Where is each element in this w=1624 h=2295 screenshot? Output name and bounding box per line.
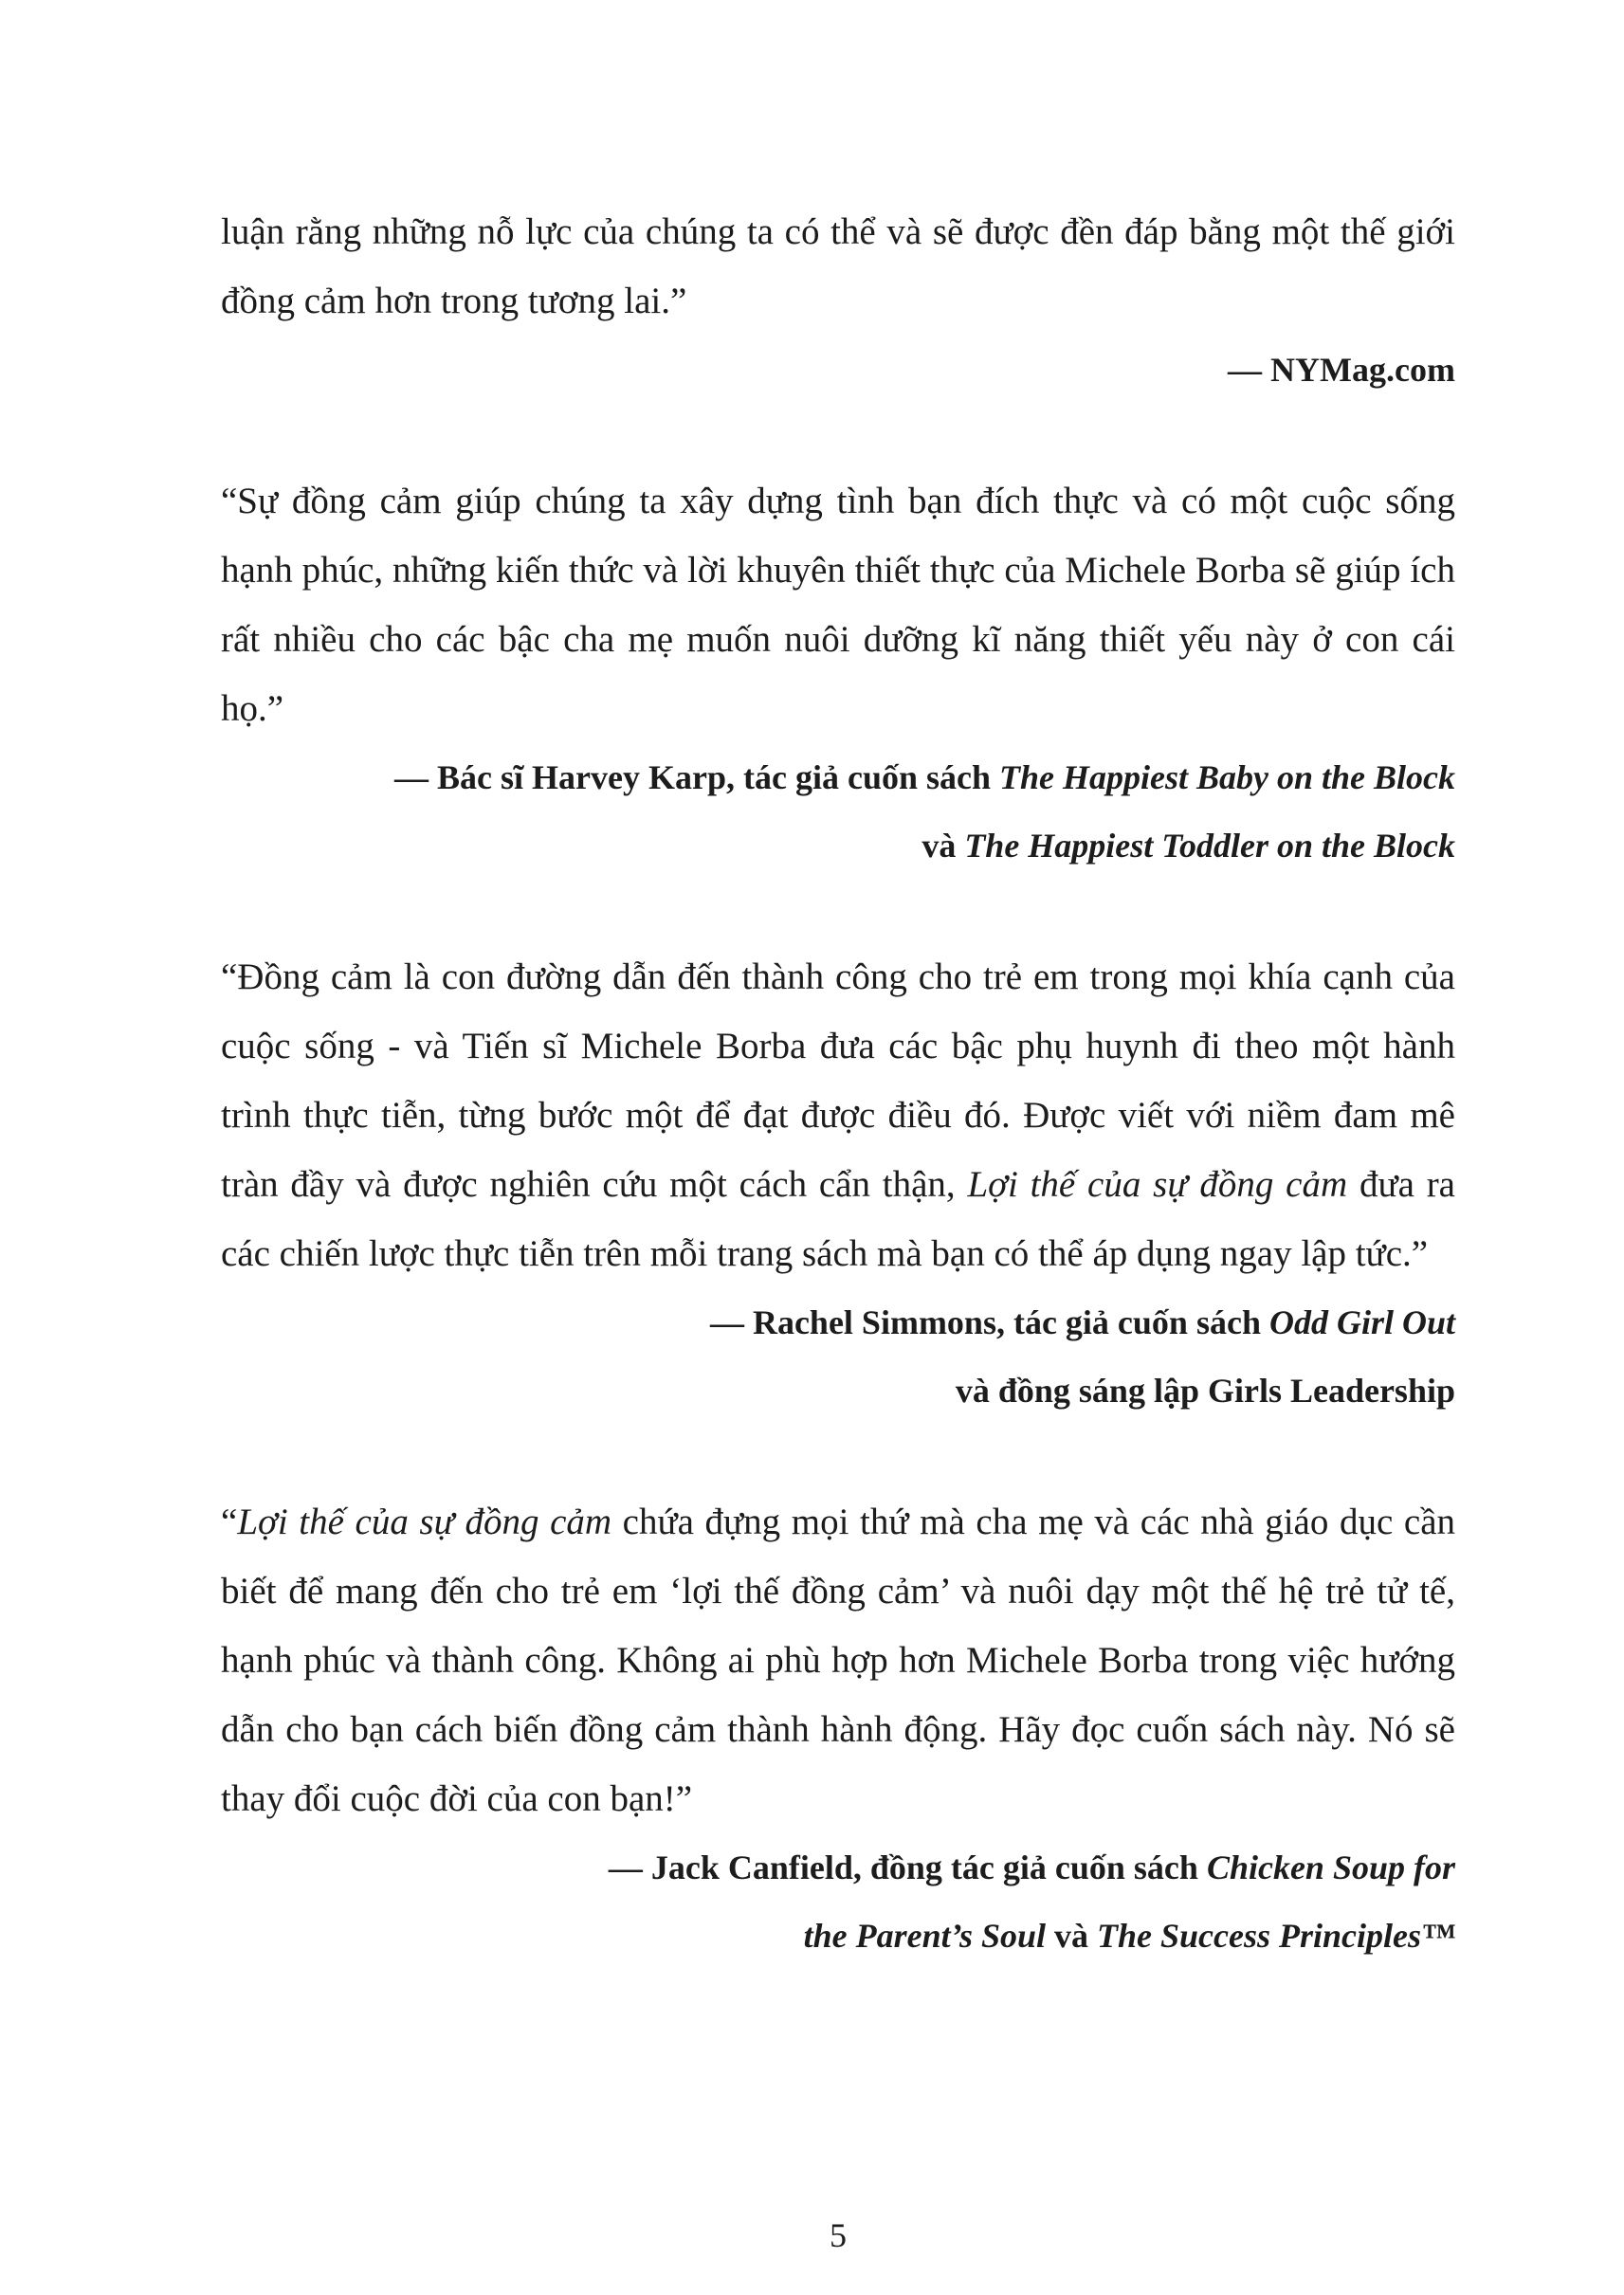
book-title-italic: The Success Principles™ <box>1097 1917 1455 1955</box>
book-title-italic: Odd Girl Out <box>1268 1303 1455 1341</box>
quote-paragraph <box>221 466 1455 743</box>
book-title-italic: Lợi thế của sự đồng cảm <box>967 1164 1348 1205</box>
quote-block <box>221 197 1455 404</box>
text-segment: “ <box>221 1502 238 1542</box>
attribution-line <box>221 1902 1455 1970</box>
quote-block <box>221 466 1455 880</box>
attribution-line <box>221 811 1455 880</box>
book-title-italic: the Parent’s Soul <box>803 1917 1047 1955</box>
book-title-italic: The Happiest Baby on the Block <box>999 758 1455 796</box>
attribution-line <box>221 1357 1455 1425</box>
text-segment: và <box>921 827 965 865</box>
attribution-line <box>221 336 1455 404</box>
text-segment: — NYMag.com <box>1228 351 1455 389</box>
quote-paragraph <box>221 942 1455 1288</box>
quote-paragraph <box>221 197 1455 336</box>
text-segment: — Jack Canfield, đồng tác giả cuốn sách <box>608 1849 1207 1886</box>
attribution-line <box>221 1288 1455 1357</box>
page-number: 5 <box>830 2216 847 2254</box>
text-segment: chứa đựng mọi thứ mà cha mẹ và các nhà giáo dục cần biết để mang đến cho trẻ em ‘lợi thế đồng cảm’ và nuôi dạy một thế hệ trẻ tử tế, hạnh phúc và thành công. Không ai phù hợp hơn Michele Borba trong việc hướng dẫn cho bạn cách biến đồng cảm thành hành động. Hãy đọc cuốn sách này. Nó sẽ thay đổi cuộc đời của con bạn!” <box>221 1502 1456 1819</box>
text-segment: “Đồng cảm là con đường dẫn đến thành công cho trẻ em trong mọi khía cạnh của cuộc sống - và Tiến sĩ Michele Borba đưa các bậc phụ huynh đi theo một hành trình thực tiễn, từng bước một để đạt được điều đó. Được viết với niềm đam mê tràn đầy và được nghiên cứu một cách cẩn thận, <box>221 956 1455 1205</box>
text-segment: và <box>1046 1917 1098 1955</box>
attribution-line <box>221 1833 1455 1902</box>
quote-block <box>221 942 1455 1425</box>
text-segment: luận rằng những nỗ lực của chúng ta có thể và sẽ được đền đáp bằng một thế giới đồng cảm hơn trong tương lai.” <box>221 211 1455 321</box>
text-segment: — Bác sĩ Harvey Karp, tác giả cuốn sách <box>394 758 999 796</box>
book-title-italic: Lợi thế của sự đồng cảm <box>237 1502 612 1542</box>
text-segment: “Sự đồng cảm giúp chúng ta xây dựng tình bạn đích thực và có một cuộc sống hạnh phúc, những kiến thức và lời khuyên thiết thực của Michele Borba sẽ giúp ích rất nhiều cho các bậc cha mẹ muốn nuôi dưỡng kĩ năng thiết yếu này ở con cái họ.” <box>221 481 1455 729</box>
quote-paragraph <box>221 1487 1455 1833</box>
quote-block <box>221 1487 1455 1970</box>
book-title-italic: The Happiest Toddler on the Block <box>964 827 1455 865</box>
book-title-italic: Chicken Soup for <box>1206 1849 1455 1886</box>
text-segment: đưa ra các chiến lược thực tiễn trên mỗi trang sách mà bạn có thể áp dụng ngay lập tức.” <box>221 1164 1455 1274</box>
quotes-container <box>221 197 1455 1970</box>
attribution-line <box>221 743 1455 811</box>
text-segment: và đồng sáng lập Girls Leadership <box>955 1372 1455 1410</box>
text-segment: — Rachel Simmons, tác giả cuốn sách <box>709 1303 1269 1341</box>
